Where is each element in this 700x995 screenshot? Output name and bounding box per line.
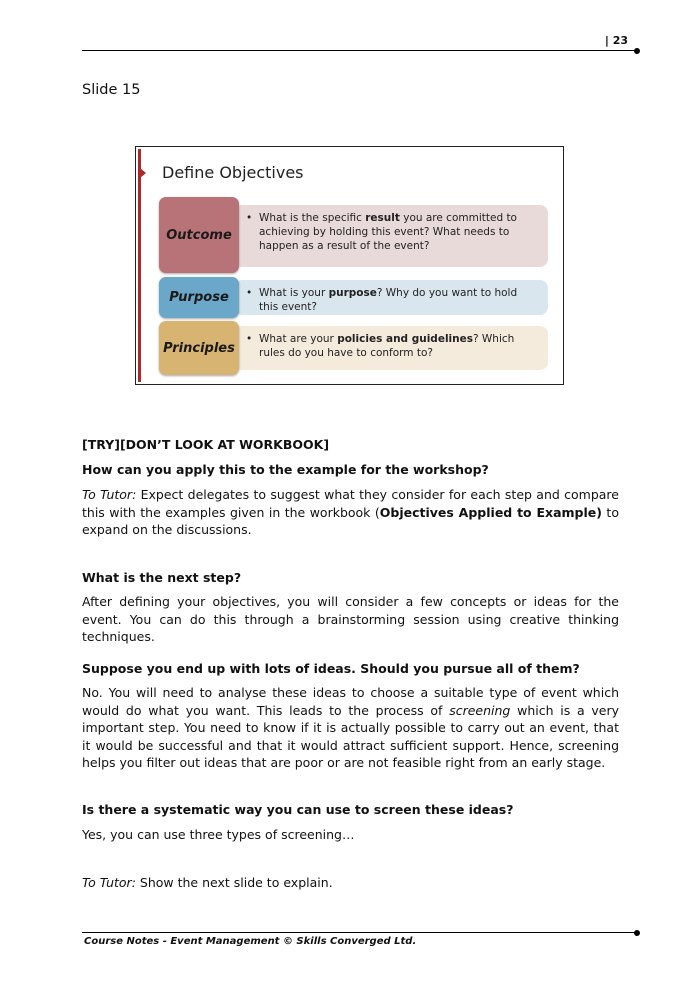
question-systematic-way: Is there a systematic way you can use to screen these ideas? — [82, 802, 514, 817]
objective-description: • What is the specific result you are committed to achieving by holding this event? What needs to happen as a result of the event? — [234, 205, 548, 267]
bullet-icon: • — [246, 333, 253, 345]
question-apply: How can you apply this to the example for the workshop? — [82, 462, 489, 477]
objective-description: • What are your policies and guidelines? Which rules do you have to conform to? — [234, 326, 548, 370]
objective-keyword: result — [365, 212, 400, 224]
header-rule-dot — [634, 48, 640, 54]
slide-label: Slide 15 — [82, 82, 141, 98]
try-tag: [TRY][DON’T LOOK AT WORKBOOK] — [82, 437, 330, 452]
question-next-step: What is the next step? — [82, 570, 242, 585]
objective-label: Principles — [159, 321, 239, 375]
slide-image — [135, 146, 564, 385]
bullet-icon: • — [246, 212, 253, 224]
objective-label: Purpose — [159, 277, 239, 318]
page-number: | 23 — [604, 34, 628, 47]
slide-accent-bar — [138, 149, 141, 382]
objective-keyword: purpose — [328, 287, 377, 299]
objective-description: • What is your purpose? Why do you want to hold this event? — [234, 280, 548, 315]
answer-systematic-way: Yes, you can use three types of screening… — [82, 827, 355, 842]
slide-accent-arrow-icon — [140, 168, 146, 178]
header-rule — [82, 50, 637, 51]
objective-keyword: policies and guidelines — [337, 333, 473, 345]
footer-rule — [82, 932, 637, 933]
answer-next-step: After defining your objectives, you will consider a few concepts or ideas for the event. You can do this through a brainstorming session using creative thinking techniques. — [82, 594, 619, 644]
tutor-note-2: To Tutor: Show the next slide to explain. — [82, 875, 333, 890]
footer-text: Course Notes - Event Management © Skills Converged Ltd. — [84, 936, 417, 947]
bullet-icon: • — [246, 287, 253, 299]
answer-pursue-ideas: No. You will need to analyse these ideas to choose a suitable type of event which would do what you want. This leads to the process of screening which is a very important step. You need to know if it is actually possible to carry out an event, that it would be successful and that it would attract sufficient support. Hence, screening helps you filter out ideas that are poor or are not feasible right from an early stage. — [82, 685, 620, 770]
footer-rule-dot — [634, 930, 640, 936]
objective-label: Outcome — [159, 197, 239, 273]
tutor-note-1: To Tutor: Expect delegates to suggest what they consider for each step and compare this with the examples given in the workbook (Objectives Applied to Example) to expand on the discussions. — [82, 487, 619, 537]
slide-title: Define Objectives — [162, 163, 304, 182]
question-pursue-ideas: Suppose you end up with lots of ideas. Should you pursue all of them? — [82, 661, 580, 676]
